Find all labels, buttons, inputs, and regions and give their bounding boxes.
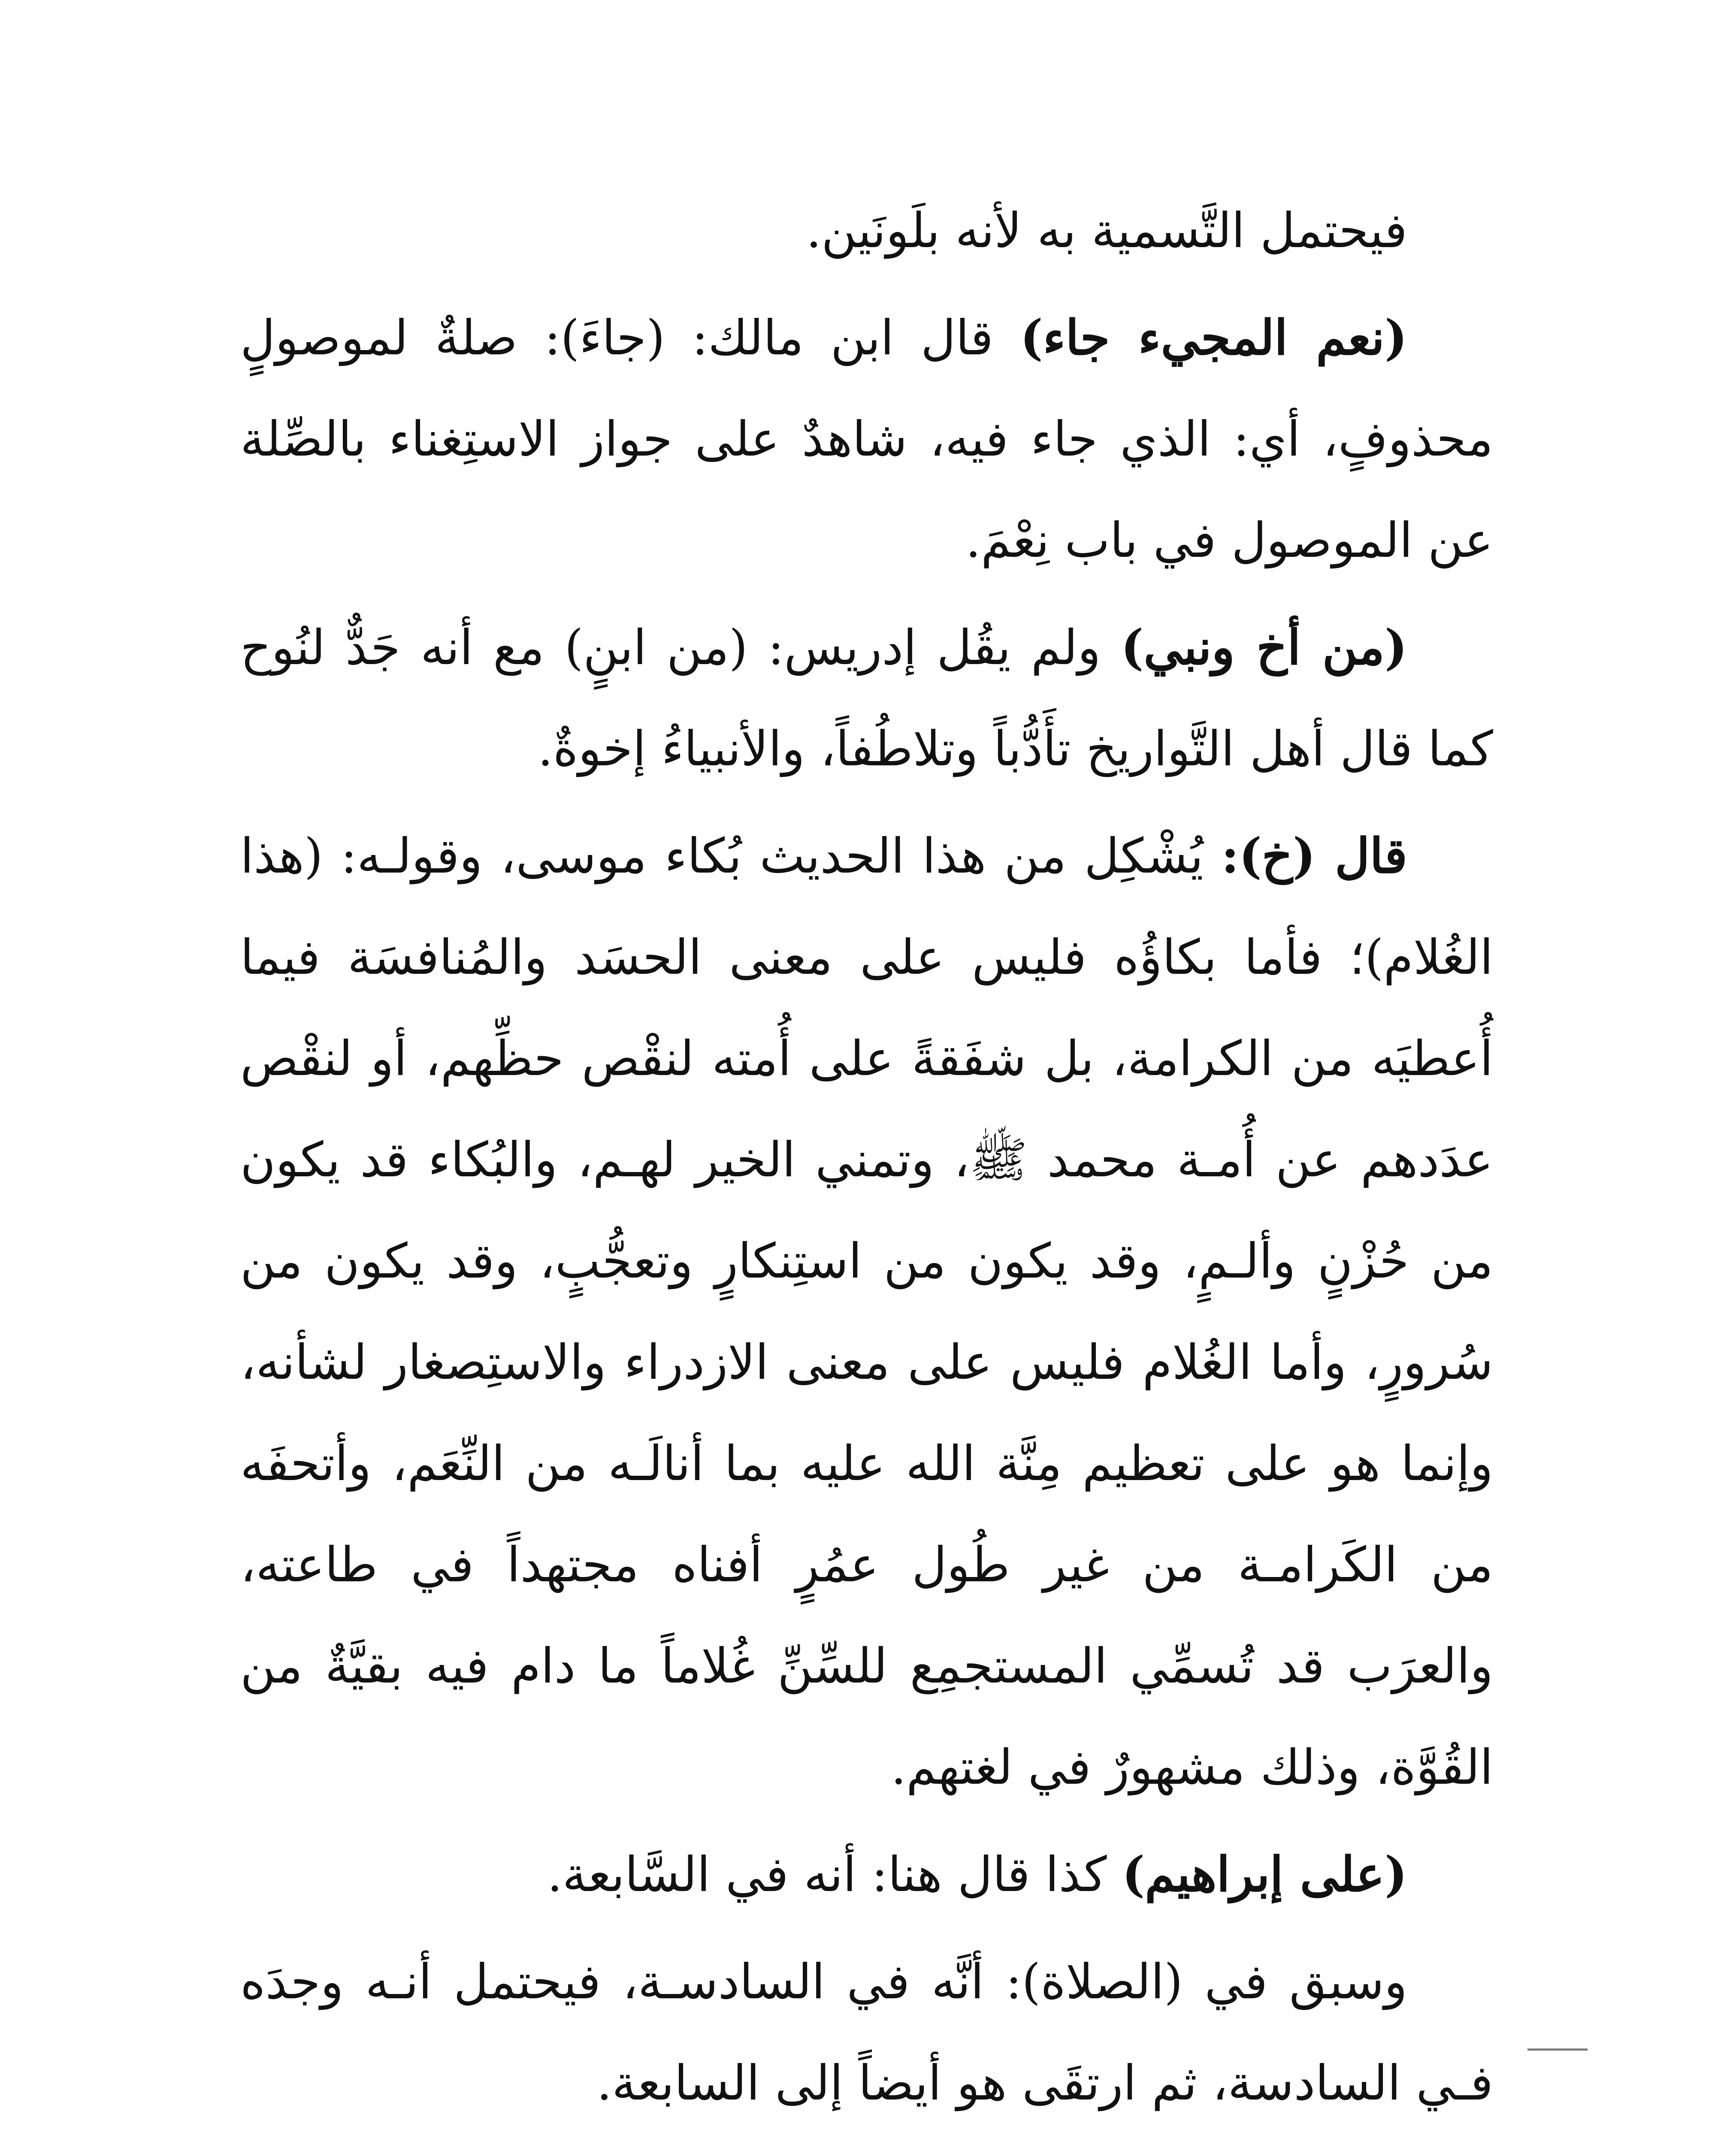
page-body <box>240 180 1493 2145</box>
paragraph-2-text: قال ابن مالك: (جاءَ): صلةٌ لموصولٍ محذوفٍ، أي: الذي جاء فيه، شاهدٌ على جواز الاستِغناء بالصِّلة عن الموصول في باب نِعْمَ. <box>240 310 1493 568</box>
paragraph-2 <box>240 287 1493 591</box>
paragraph-4-lemma: قال (خ): <box>1221 828 1408 884</box>
paragraph-1-text: فيحتمل التَّسمية به لأنه بلَونَين. <box>806 203 1407 259</box>
paragraph-3 <box>240 597 1493 800</box>
paragraph-4 <box>240 806 1493 1818</box>
paragraph-5 <box>240 1824 1493 1925</box>
paragraph-5-text: كذا قال هنا: أنه في السَّابعة. <box>547 1847 1122 1903</box>
paragraph-6-text: وسبق في (الصلاة): أنَّه في السادسـة، فيحتمل أنـه وجدَه فـي السادسة، ثم ارتقَى هو أيضاً إلى السابعة. <box>240 1954 1493 2111</box>
paragraph-2-lemma: (نعم المجيء جاء) <box>1020 310 1407 366</box>
paragraph-1 <box>240 180 1493 281</box>
margin-tick-top <box>1527 2048 1588 2051</box>
paragraph-7 <box>240 2140 1493 2145</box>
paragraph-4-text: يُشْكِل من هذا الحديث بُكاء موسى، وقولـه: (هذا الغُلام)؛ فأما بكاؤُه فليس على معنى الحسَد والمُنافسَة فيما أُعطيَه من الكرامة، بل شفَقةً على أُمته لنقْص حظِّهم، أو لنقْص عدَدهم عن أُمـة محمد ﷺ، وتمني الخير لهـم، والبُكاء قد يكون من حُزْنٍ وألـمٍ، وقد يكون من استِنكارٍ وتعجُّبٍ، وقد يكون من سُرورٍ، وأما الغُلام فليس على معنى الازدراء والاستِصغار لشأنه، وإنما هو على تعظيم مِنَّة الله عليه بما أنالَـه من النِّعَم، وأتحفَه من الكَرامـة من غير طُول عمُرٍ أفناه مجتهداً في طاعته، والعرَب قد تُسمِّي المستجمِع للسِّنِّ غُلاماً ما دام فيه بقيَّةٌ من القُوَّة، وذلك مشهورٌ في لغتهم. <box>240 828 1494 1795</box>
paragraph-6 <box>240 1931 1493 2134</box>
paragraph-5-lemma: (على إبراهيم) <box>1122 1846 1407 1903</box>
paragraph-3-lemma: (من أخ ونبي) <box>1121 619 1408 676</box>
paragraph-3-text: ولم يقُل إدريس: (من ابنٍ) مع أنه جَدٌّ لنُوح كما قال أهل التَّواريخ تأَدُّباً وتلاطُفاً، والأنبياءُ إخوةٌ. <box>240 620 1493 777</box>
